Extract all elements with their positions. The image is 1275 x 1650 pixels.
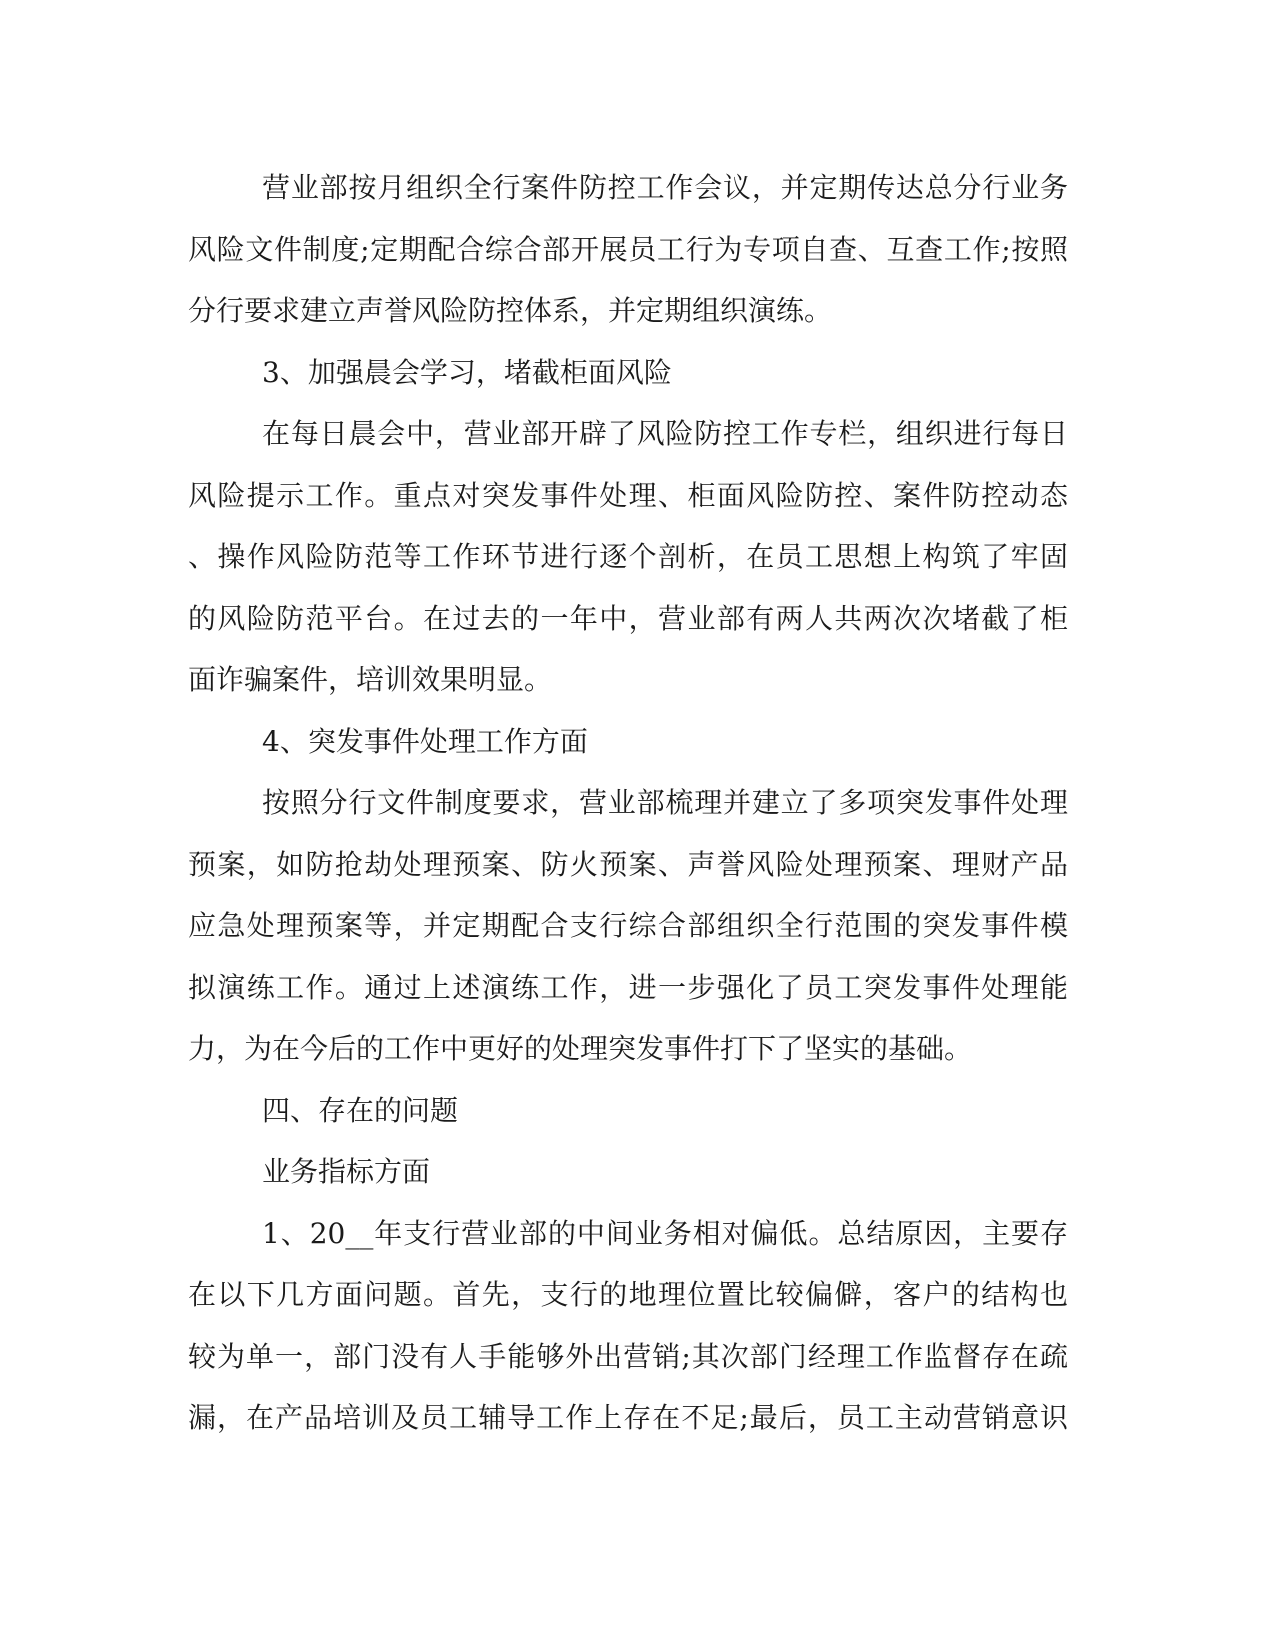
paragraph-line: 漏，在产品培训及员工辅导工作上存在不足;最后，员工主动营销意识 — [188, 1401, 1068, 1434]
paragraph-line: 预案，如防抢劫处理预案、防火预案、声誉风险处理预案、理财产品 — [188, 847, 1068, 881]
paragraph-line: 风险提示工作。重点对突发事件处理、柜面风险防控、案件防控动态 — [188, 478, 1068, 512]
section-heading: 3、加强晨会学习，堵截柜面风险 — [262, 355, 672, 389]
paragraph-line: 在以下几方面问题。首先，支行的地理位置比较偏僻，客户的结构也 — [188, 1278, 1068, 1311]
paragraph-line: 面诈骗案件，培训效果明显。 — [188, 663, 553, 696]
paragraph-line: 在每日晨会中，营业部开辟了风险防控工作专栏，组织进行每日 — [262, 417, 1068, 450]
paragraph-line: 的风险防范平台。在过去的一年中，营业部有两人共两次次堵截了柜 — [188, 601, 1068, 635]
subsection-heading: 业务指标方面 — [262, 1155, 431, 1188]
paragraph-line: 按照分行文件制度要求，营业部梳理并建立了多项突发事件处理 — [262, 786, 1068, 819]
paragraph-line: 拟演练工作。通过上述演练工作，进一步强化了员工突发事件处理能 — [188, 970, 1068, 1004]
paragraph-line: 应急处理预案等，并定期配合支行综合部组织全行范围的突发事件模 — [188, 909, 1068, 942]
paragraph-line: 分行要求建立声誉风险防控体系，并定期组织演练。 — [188, 294, 833, 327]
paragraph-line: 风险文件制度;定期配合综合部开展员工行为专项自查、互查工作;按照 — [188, 232, 1068, 266]
section-heading: 4、突发事件处理工作方面 — [262, 724, 588, 758]
paragraph-line: 营业部按月组织全行案件防控工作会议，并定期传达总分行业务 — [262, 171, 1068, 204]
section-heading: 四、存在的问题 — [262, 1093, 459, 1127]
paragraph-line: 力，为在今后的工作中更好的处理突发事件打下了坚实的基础。 — [188, 1032, 973, 1065]
document-body — [188, 157, 1068, 1449]
paragraph-line: 1、20__年支行营业部的中间业务相对偏低。总结原因，主要存 — [262, 1216, 1068, 1250]
paragraph-line: 、操作风险防范等工作环节进行逐个剖析，在员工思想上构筑了牢固 — [188, 540, 1068, 573]
paragraph-line: 较为单一，部门没有人手能够外出营销;其次部门经理工作监督存在疏 — [188, 1339, 1068, 1373]
